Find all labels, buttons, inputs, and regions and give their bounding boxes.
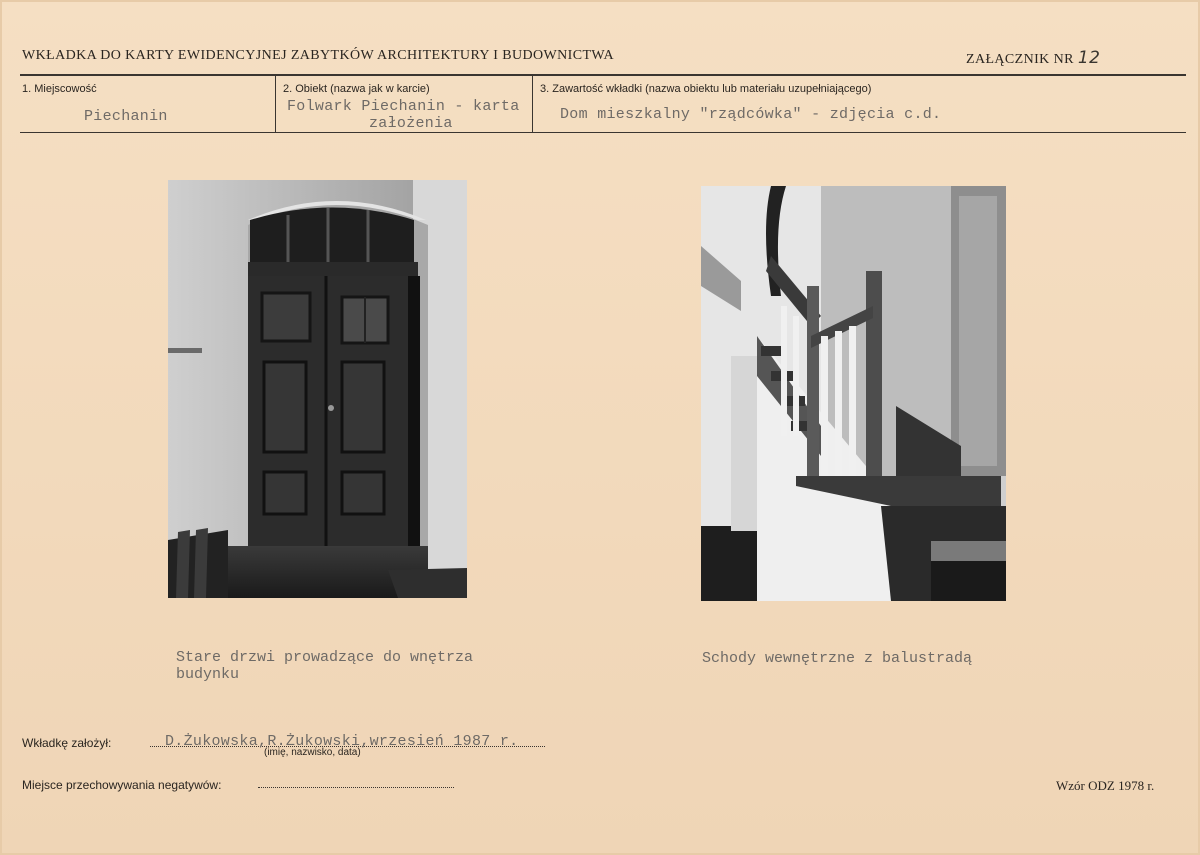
author-value: D.Żukowska,R.Żukowski,wrzesień 1987 r.: [165, 733, 519, 750]
locality-value: Piechanin: [84, 108, 168, 125]
object-value-line1: Folwark Piechanin - karta: [287, 98, 520, 115]
door-photo-image: [168, 180, 467, 598]
photo-old-door: [168, 180, 467, 598]
staircase-photo-image: [701, 186, 1006, 601]
photo1-caption-line2: budynku: [176, 666, 240, 683]
photo1-caption-line1: Stare drzwi prowadzące do wnętrza: [176, 649, 474, 666]
object-value-line2: założenia: [369, 115, 453, 132]
content-value: Dom mieszkalny "rządcówka" - zdjęcia c.d.: [560, 106, 942, 123]
annex-label-text: ZAŁĄCZNIK NR: [966, 52, 1074, 67]
header-rule-top: [20, 74, 1186, 76]
content-label: 3. Zawartość wkładki (nazwa obiektu lub materiału uzupełniającego): [540, 83, 872, 95]
photo-staircase: [701, 186, 1006, 601]
author-label: Wkładkę założył:: [22, 736, 112, 750]
locality-label: 1. Miejscowość: [22, 83, 97, 95]
photo2-caption: Schody wewnętrzne z balustradą: [702, 650, 973, 667]
negatives-label: Miejsce przechowywania negatywów:: [22, 778, 222, 792]
object-label: 2. Obiekt (nazwa jak w karcie): [283, 83, 430, 95]
form-template-label: Wzór ODZ 1978 r.: [1056, 778, 1155, 793]
column-divider-1: [275, 76, 276, 133]
annex-label: [966, 48, 1100, 68]
negatives-dotted-line: [258, 787, 454, 788]
header-rule-bottom: [20, 132, 1186, 133]
author-hint: (imię, nazwisko, data): [264, 747, 361, 758]
annex-number: 12: [1077, 48, 1101, 68]
column-divider-2: [532, 76, 533, 133]
card-title: WKŁADKA DO KARTY EWIDENCYJNEJ ZABYTKÓW ARCHITEKTURY I BUDOWNICTWA: [22, 48, 614, 63]
